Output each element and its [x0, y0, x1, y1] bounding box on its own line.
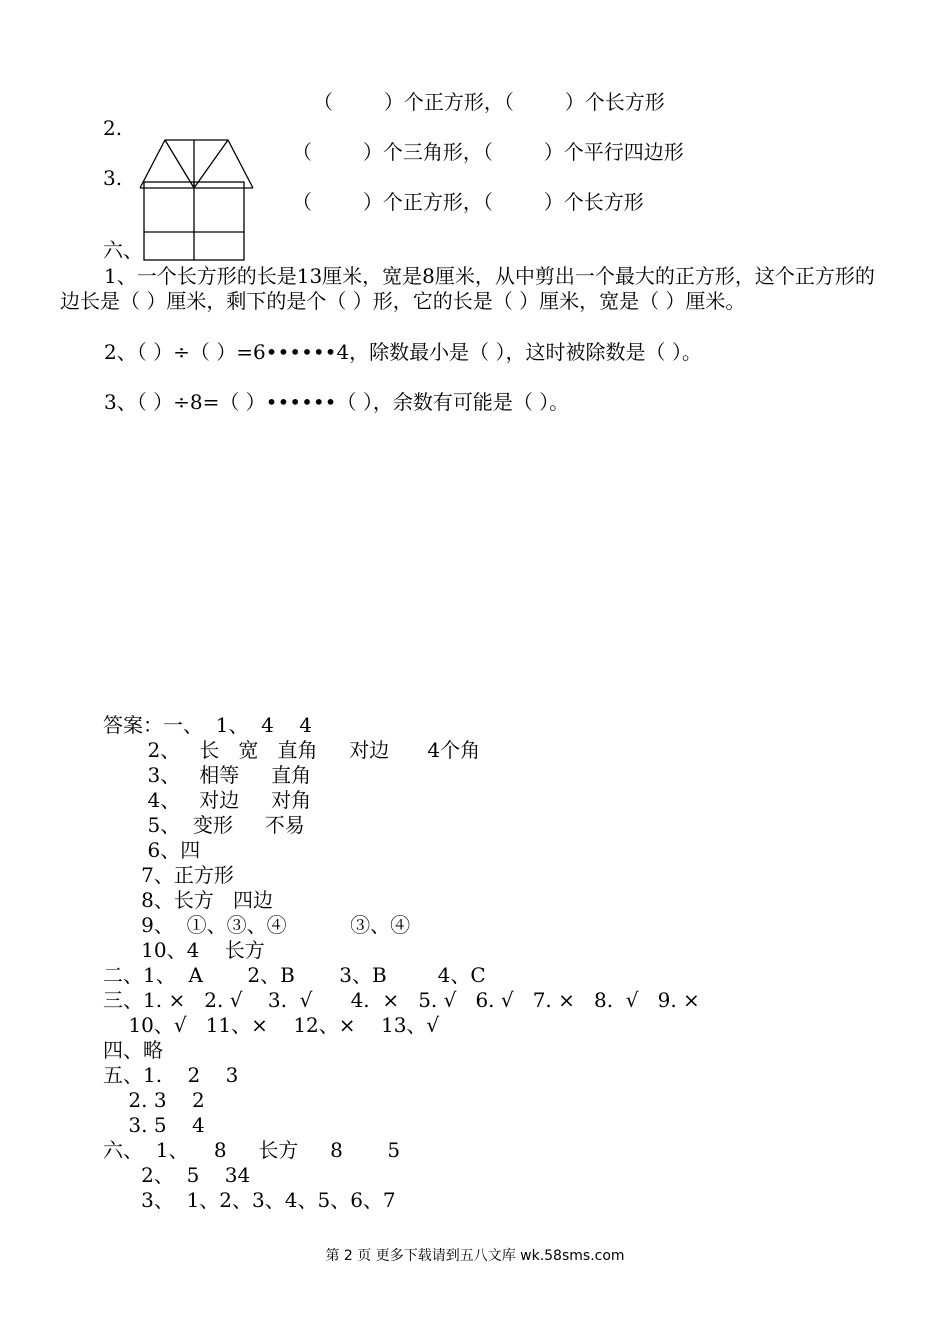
answer-line: 答案：一、 1、 4 4 — [103, 713, 313, 737]
answer-line: 六、 1、 8 长方 8 5 — [103, 1138, 401, 1162]
answer-line: 8、长方 四边 — [103, 888, 273, 912]
figure-label-3: 3. — [103, 166, 123, 190]
answer-line: 五、1. 2 3 — [103, 1063, 239, 1087]
answer-line: 3、 相等 直角 — [103, 763, 312, 787]
question-six-2: 2、（ ）÷（ ）=6••••••4，除数最小是（ ），这时被除数是（ ）。 — [104, 340, 702, 364]
answer-line: 二、1、 A 2、B 3、B 4、C — [103, 963, 486, 987]
house-figure — [138, 138, 256, 262]
page-footer: 第 2 页 更多下载请到五八文库 wk.58sms.com — [325, 1248, 625, 1264]
question-six-1: 1、一个长方形的长是13厘米，宽是8厘米，从中剪出一个最大的正方形，这个正方形的边长是（ ）厘米，剩下的是个（ ）形，它的长是（ ）厘米，宽是（ ）厘米。 — [60, 264, 875, 313]
figure-line-2: （ ）个三角形，（ ）个平行四边形 — [292, 140, 684, 164]
answer-line: 10、√ 11、× 12、× 13、√ — [103, 1013, 440, 1037]
answer-line: 2. 3 2 — [103, 1088, 205, 1112]
figure-label-2: 2. — [103, 116, 123, 140]
answer-line: 3. 5 4 — [103, 1113, 205, 1137]
answer-line: 9、 ①、③、④ ③、④ — [103, 913, 411, 937]
answer-line: 2、 长 宽 直角 对边 4个角 — [103, 738, 481, 762]
answer-line: 四、略 — [103, 1038, 163, 1062]
answer-line: 4、 对边 对角 — [103, 788, 312, 812]
answer-line: 三、1. × 2. √ 3. √ 4. × 5. √ 6. √ 7. × 8. √ 9. × — [103, 988, 700, 1012]
answer-line: 2、 5 34 — [103, 1163, 251, 1187]
answer-line: 7、正方形 — [103, 863, 234, 887]
figure-line-1: （ ）个正方形，（ ）个长方形 — [313, 90, 665, 114]
answer-line: 10、4 长方 — [103, 938, 265, 962]
figure-line-3: （ ）个正方形，（ ）个长方形 — [292, 190, 644, 214]
section-six-heading: 六、 — [103, 238, 143, 262]
answer-line: 3、 1、2、3、4、5、6、7 — [103, 1188, 396, 1212]
answer-line: 5、 变形 不易 — [103, 813, 305, 837]
question-six-3: 3、（ ）÷8=（ ）••••••（ ），余数有可能是（ ）。 — [104, 390, 570, 414]
answer-line: 6、四 — [103, 838, 201, 862]
